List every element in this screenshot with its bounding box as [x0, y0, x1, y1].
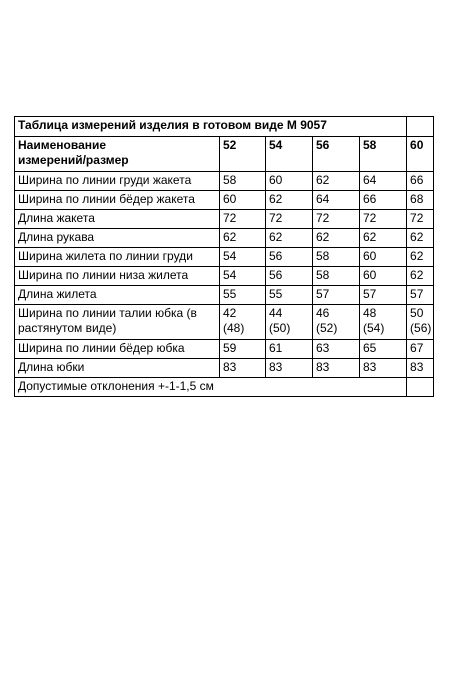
tolerance-note: Допустимые отклонения +-1-1,5 см — [15, 378, 407, 397]
row-value: 83 — [266, 359, 313, 378]
row-value: 62 — [220, 229, 266, 248]
row-value: 62 — [266, 191, 313, 210]
row-value: 62 — [266, 229, 313, 248]
header-row — [15, 137, 434, 172]
row-value: 64 — [360, 172, 407, 191]
row-value: 68 — [407, 191, 434, 210]
waist-stretched-value: (52) — [316, 321, 338, 335]
row-value: 72 — [266, 210, 313, 229]
measurements-table — [14, 116, 434, 397]
row-label: Длина рукава — [15, 229, 220, 248]
row-value: 62 — [313, 172, 360, 191]
title-empty-cell — [407, 117, 434, 137]
waist-value: 46 — [316, 306, 330, 320]
row-value: 54 — [220, 267, 266, 286]
row-value: 58 — [313, 267, 360, 286]
footer-row — [15, 378, 434, 397]
table-row — [15, 267, 434, 286]
row-value: 62 — [407, 267, 434, 286]
row-value: 58 — [220, 172, 266, 191]
table-row — [15, 210, 434, 229]
row-value: 66 — [360, 191, 407, 210]
row-value: 83 — [313, 359, 360, 378]
row-label: Длина жакета — [15, 210, 220, 229]
row-value: 60 — [360, 248, 407, 267]
row-label: Ширина по линии бёдер юбка — [15, 340, 220, 359]
header-name-line2: измерений/размер — [18, 153, 129, 167]
row-value: 65 — [360, 340, 407, 359]
row-value: 60 — [266, 172, 313, 191]
waist-value: 42 — [223, 306, 237, 320]
row-value: 72 — [220, 210, 266, 229]
table-row — [15, 286, 434, 305]
row-value: 55 — [266, 286, 313, 305]
table-row — [15, 248, 434, 267]
row-value: 60 — [220, 191, 266, 210]
table-row — [15, 359, 434, 378]
table-row — [15, 191, 434, 210]
row-value — [220, 305, 266, 340]
row-value: 83 — [407, 359, 434, 378]
table-row — [15, 340, 434, 359]
row-label: Длина юбки — [15, 359, 220, 378]
row-label: Ширина по линии низа жилета — [15, 267, 220, 286]
row-value: 62 — [313, 229, 360, 248]
header-size: 52 — [220, 137, 266, 172]
waist-stretched-value: (50) — [269, 321, 291, 335]
waist-stretched-value: (48) — [223, 321, 245, 335]
row-value: 57 — [360, 286, 407, 305]
row-value: 57 — [313, 286, 360, 305]
header-name-line1: Наименование — [18, 138, 107, 152]
row-value: 61 — [266, 340, 313, 359]
row-value: 58 — [313, 248, 360, 267]
row-label: Ширина жилета по линии груди — [15, 248, 220, 267]
table-title: Таблица измерений изделия в готовом виде М 9057 — [15, 117, 407, 137]
row-value: 56 — [266, 267, 313, 286]
waist-value: 50 — [410, 306, 424, 320]
row-value: 56 — [266, 248, 313, 267]
waist-value: 48 — [363, 306, 377, 320]
row-label: Ширина по линии бёдер жакета — [15, 191, 220, 210]
header-size: 54 — [266, 137, 313, 172]
row-value — [360, 305, 407, 340]
table-row — [15, 229, 434, 248]
row-value — [266, 305, 313, 340]
row-value: 62 — [407, 229, 434, 248]
waist-value: 44 — [269, 306, 283, 320]
row-label: Ширина по линии талии юбка (в растянутом виде) — [15, 305, 220, 340]
row-value: 83 — [360, 359, 407, 378]
row-label: Ширина по линии груди жакета — [15, 172, 220, 191]
row-value — [313, 305, 360, 340]
row-value: 67 — [407, 340, 434, 359]
row-value: 62 — [407, 248, 434, 267]
row-value: 72 — [313, 210, 360, 229]
row-value: 72 — [407, 210, 434, 229]
header-size: 56 — [313, 137, 360, 172]
title-row — [15, 117, 434, 137]
header-name-cell — [15, 137, 220, 172]
row-value: 55 — [220, 286, 266, 305]
row-value: 60 — [360, 267, 407, 286]
table-row — [15, 172, 434, 191]
waist-stretched-value: (54) — [363, 321, 385, 335]
table-row — [15, 305, 434, 340]
row-value: 66 — [407, 172, 434, 191]
header-size: 60 — [407, 137, 434, 172]
row-value: 64 — [313, 191, 360, 210]
waist-stretched-value: (56) — [410, 321, 432, 335]
row-value: 63 — [313, 340, 360, 359]
row-value: 72 — [360, 210, 407, 229]
row-label: Длина жилета — [15, 286, 220, 305]
row-value: 83 — [220, 359, 266, 378]
row-value — [407, 305, 434, 340]
row-value: 54 — [220, 248, 266, 267]
row-value: 62 — [360, 229, 407, 248]
header-size: 58 — [360, 137, 407, 172]
row-value: 59 — [220, 340, 266, 359]
footer-empty-cell — [407, 378, 434, 397]
row-value: 57 — [407, 286, 434, 305]
